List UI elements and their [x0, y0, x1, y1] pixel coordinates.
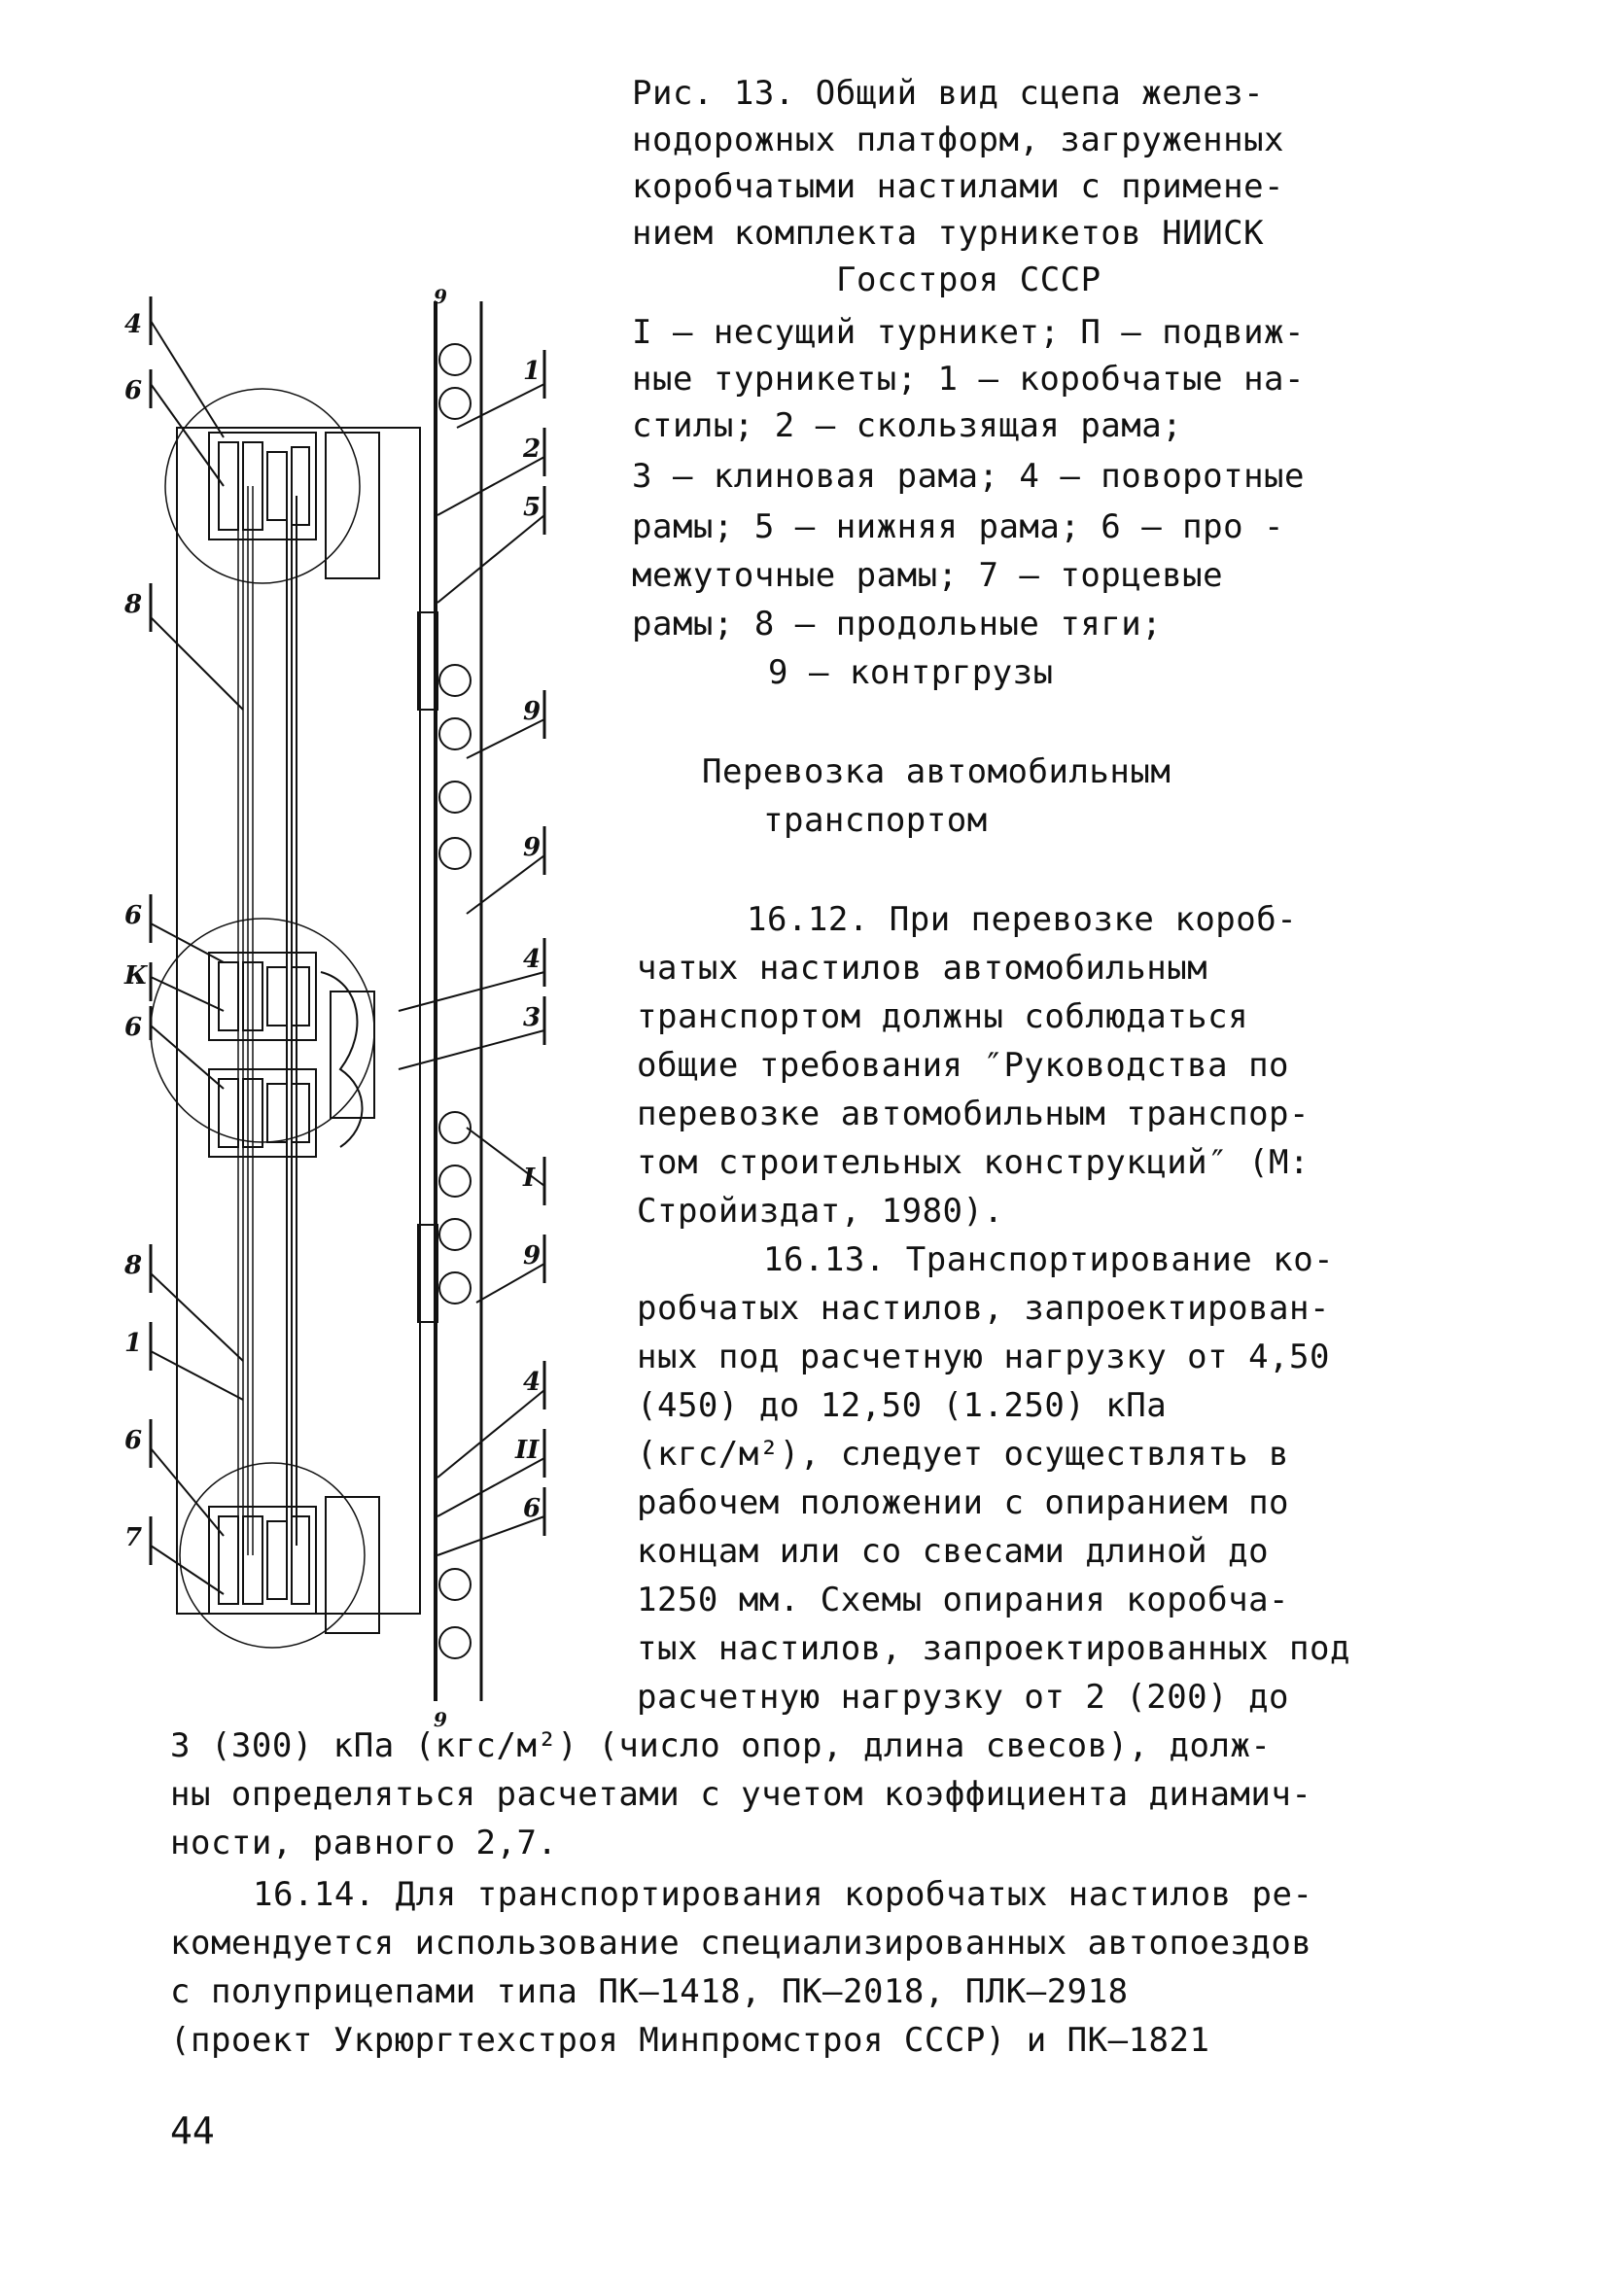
- fig-label: 6: [523, 1494, 542, 1523]
- caption-line: Госстроя СССР: [836, 261, 1101, 299]
- fig-label: 6: [124, 376, 143, 405]
- text-line: 3 (300) кПа (кгс/м²) (число опор, длина свесов), долж-: [170, 1726, 1272, 1765]
- page-number: 44: [170, 2109, 215, 2152]
- fig-label: 3: [523, 1003, 542, 1032]
- text-line: Стройиздат, 1980).: [637, 1192, 1004, 1231]
- fig-label: 9: [434, 285, 447, 308]
- caption-line: нием комплекта турникетов НИИСК: [632, 214, 1265, 253]
- fig-label: I: [523, 1164, 536, 1193]
- text-line: ных под расчетную нагрузку от 4,50: [637, 1338, 1330, 1376]
- fig-label: 9: [434, 1708, 447, 1731]
- text-line: (проект Укрюргтехстроя Минпромстроя СССР) и ПК–1821: [170, 2021, 1210, 2060]
- text-line: 1250 мм. Схемы опирания коробча-: [637, 1581, 1290, 1619]
- legend-line: I – несущий турникет; П – подвиж-: [632, 313, 1306, 352]
- heading-line: транспортом: [763, 801, 988, 840]
- text-line: перевозке автомобильным транспор-: [637, 1095, 1311, 1133]
- legend-line: стилы; 2 – скользящая рама;: [632, 406, 1183, 445]
- text-line: робчатых настилов, запроектирован-: [637, 1289, 1330, 1328]
- text-line: чатых настилов автомобильным: [637, 949, 1208, 988]
- text-line: ны определяться расчетами с учетом коэффициента динамич-: [170, 1775, 1312, 1814]
- text-line: том строительных конструкций″ (М:: [637, 1143, 1311, 1182]
- fig-label: 6: [124, 1013, 143, 1042]
- fig-label: 9: [523, 1241, 542, 1270]
- text-line: 16.13. Транспортирование ко-: [763, 1240, 1335, 1279]
- text-line: 16.12. При перевозке короб-: [747, 900, 1298, 939]
- legend-line: рамы; 8 – продольные тяги;: [632, 605, 1163, 644]
- text-line: рабочем положении с опиранием по: [637, 1483, 1290, 1522]
- fig-label: 7: [124, 1523, 143, 1552]
- caption-line: Рис. 13. Общий вид сцепа желез-: [632, 74, 1265, 113]
- fig-label: 5: [523, 493, 542, 522]
- legend-line: 3 – клиновая рама; 4 – поворотные: [632, 457, 1306, 496]
- railway-coupling-drawing: [124, 285, 554, 1731]
- fig-label: 9: [523, 697, 542, 726]
- fig-label: 4: [523, 1368, 542, 1397]
- fig-label: II: [515, 1436, 540, 1465]
- fig-label: 1: [523, 357, 542, 386]
- text-line: тых настилов, запроектированных под: [637, 1629, 1350, 1668]
- fig-label: 1: [124, 1329, 143, 1358]
- text-line: с полуприцепами типа ПК–1418, ПК–2018, ПЛК–2918: [170, 1972, 1129, 2011]
- fig-label: 6: [124, 1426, 143, 1455]
- legend-line: рамы; 5 – нижняя рама; 6 – про -: [632, 507, 1285, 546]
- fig-label: 6: [124, 901, 143, 930]
- fig-label: К: [124, 961, 148, 991]
- text-line: (450) до 12,50 (1.250) кПа: [637, 1386, 1168, 1425]
- legend-line: межуточные рамы; 7 – торцевые: [632, 556, 1224, 595]
- fig-label: 4: [523, 945, 542, 974]
- text-line: общие требования ″Руководства по: [637, 1046, 1290, 1085]
- text-line: ности, равного 2,7.: [170, 1824, 558, 1862]
- fig-label: 4: [124, 310, 143, 339]
- text-line: 16.14. Для транспортирования коробчатых настилов ре-: [253, 1875, 1313, 1914]
- fig-label: 8: [124, 1251, 143, 1280]
- legend-line: 9 – контргрузы: [768, 653, 1054, 692]
- text-line: концам или со свесами длиной до: [637, 1532, 1270, 1571]
- fig-label: 9: [523, 833, 542, 862]
- caption-line: нодорожных платформ, загруженных: [632, 121, 1285, 159]
- fig-label: 2: [523, 435, 542, 464]
- wheels: [439, 344, 471, 1658]
- caption-line: коробчатыми настилами с примене-: [632, 167, 1285, 206]
- fig-label: 8: [124, 590, 143, 619]
- heading-line: Перевозка автомобильным: [702, 752, 1171, 791]
- text-line: транспортом должны соблюдаться: [637, 997, 1249, 1036]
- legend-line: ные турникеты; 1 – коробчатые на-: [632, 360, 1306, 399]
- text-line: расчетную нагрузку от 2 (200) до: [637, 1678, 1290, 1717]
- text-line: комендуется использование специализированных автопоездов: [170, 1924, 1312, 1963]
- text-line: (кгс/м²), следует осуществлять в: [637, 1435, 1290, 1474]
